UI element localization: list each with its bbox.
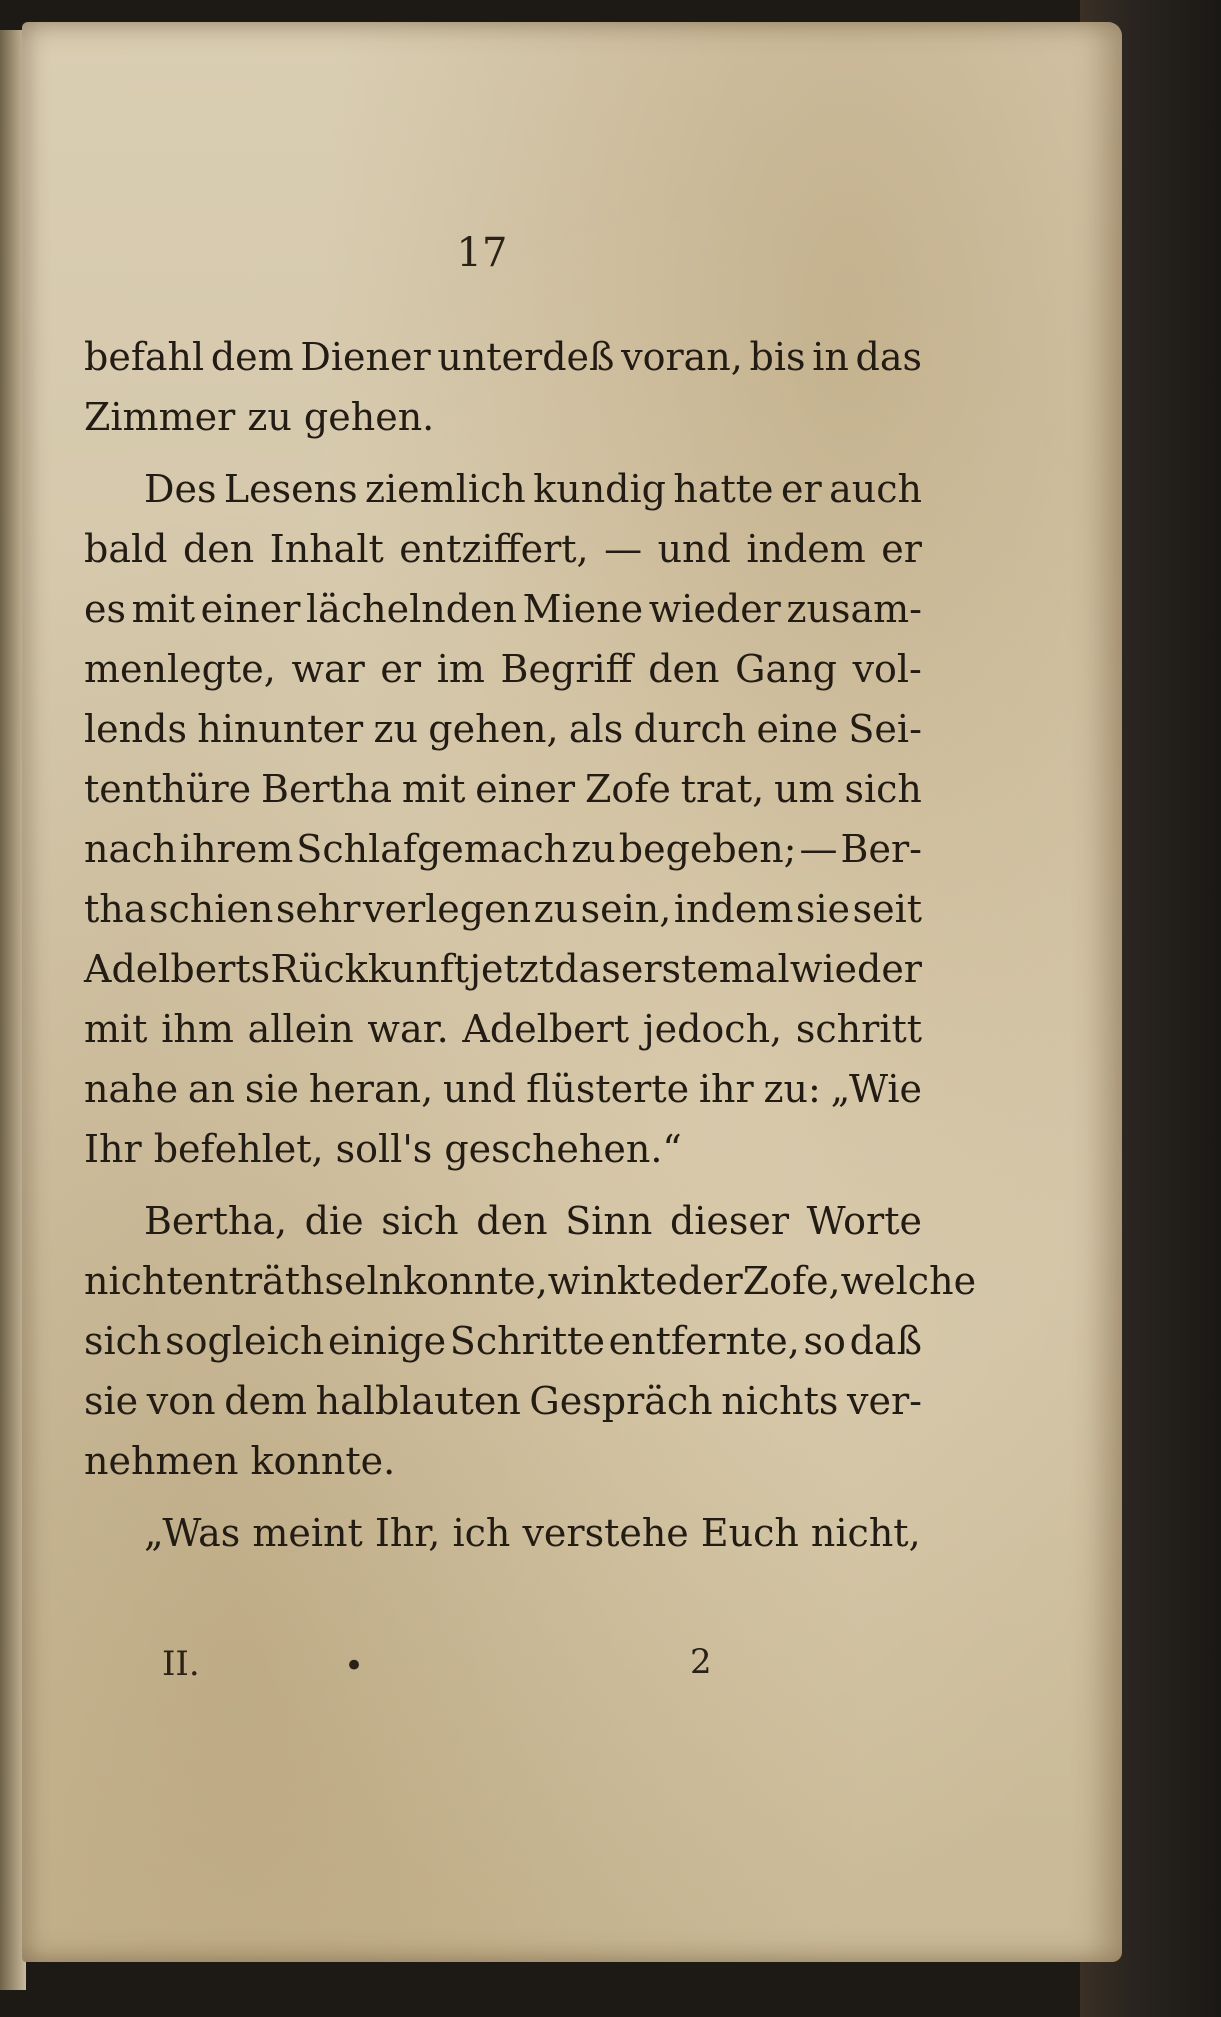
text-line: befahl dem Diener unterdeß voran, bis in das: [84, 335, 922, 379]
page-number: 17: [456, 230, 508, 276]
text-line: nehmen konnte.: [84, 1439, 396, 1483]
text-line: sich sogleich einige Schritte entfernte, so daß: [84, 1319, 922, 1363]
signature-mark: II.: [162, 1644, 200, 1684]
text-line: tenthüre Bertha mit einer Zofe trat, um sich: [84, 767, 922, 811]
footer-dot: •: [344, 1646, 365, 1686]
text-line: Adelberts Rückkunft jetzt das erstemal wieder: [84, 947, 922, 991]
text-line: tha schien sehr verlegen zu sein, indem sie seit: [84, 887, 922, 931]
text-line: sie von dem halblauten Gespräch nichts ver-: [84, 1379, 922, 1423]
text-line: es mit einer lächelnden Miene wieder zusam-: [84, 587, 922, 631]
text-line: Bertha, die sich den Sinn dieser Worte: [144, 1199, 922, 1243]
paragraph-gap: [84, 1179, 922, 1191]
text-line: menlegte, war er im Begriff den Gang vol-: [84, 647, 922, 691]
sheet-number: 2: [690, 1642, 712, 1682]
text-line: Zimmer zu gehen.: [84, 395, 435, 439]
text-line: nahe an sie heran, und flüsterte ihr zu: „Wie: [84, 1067, 922, 1111]
body-text: [84, 327, 977, 1563]
text-line: nicht enträthseln konnte, winkte der Zofe, welche: [84, 1259, 977, 1303]
text-line: Des Lesens ziemlich kundig hatte er auch: [144, 467, 922, 511]
paragraph-gap: [84, 1491, 922, 1503]
paragraph-gap: [84, 447, 922, 459]
page-sheet: [22, 22, 1122, 1962]
text-line: „Was meint Ihr, ich verstehe Euch nicht,: [144, 1511, 921, 1555]
text-line: nach ihrem Schlafgemach zu begeben; — Ber-: [84, 827, 922, 871]
text-line: bald den Inhalt entziffert, — und indem er: [84, 527, 922, 571]
text-line: mit ihm allein war. Adelbert jedoch, schritt: [84, 1007, 922, 1051]
text-line: lends hinunter zu gehen, als durch eine Sei-: [84, 707, 922, 751]
text-line: Ihr befehlet, soll's geschehen.“: [84, 1127, 682, 1171]
